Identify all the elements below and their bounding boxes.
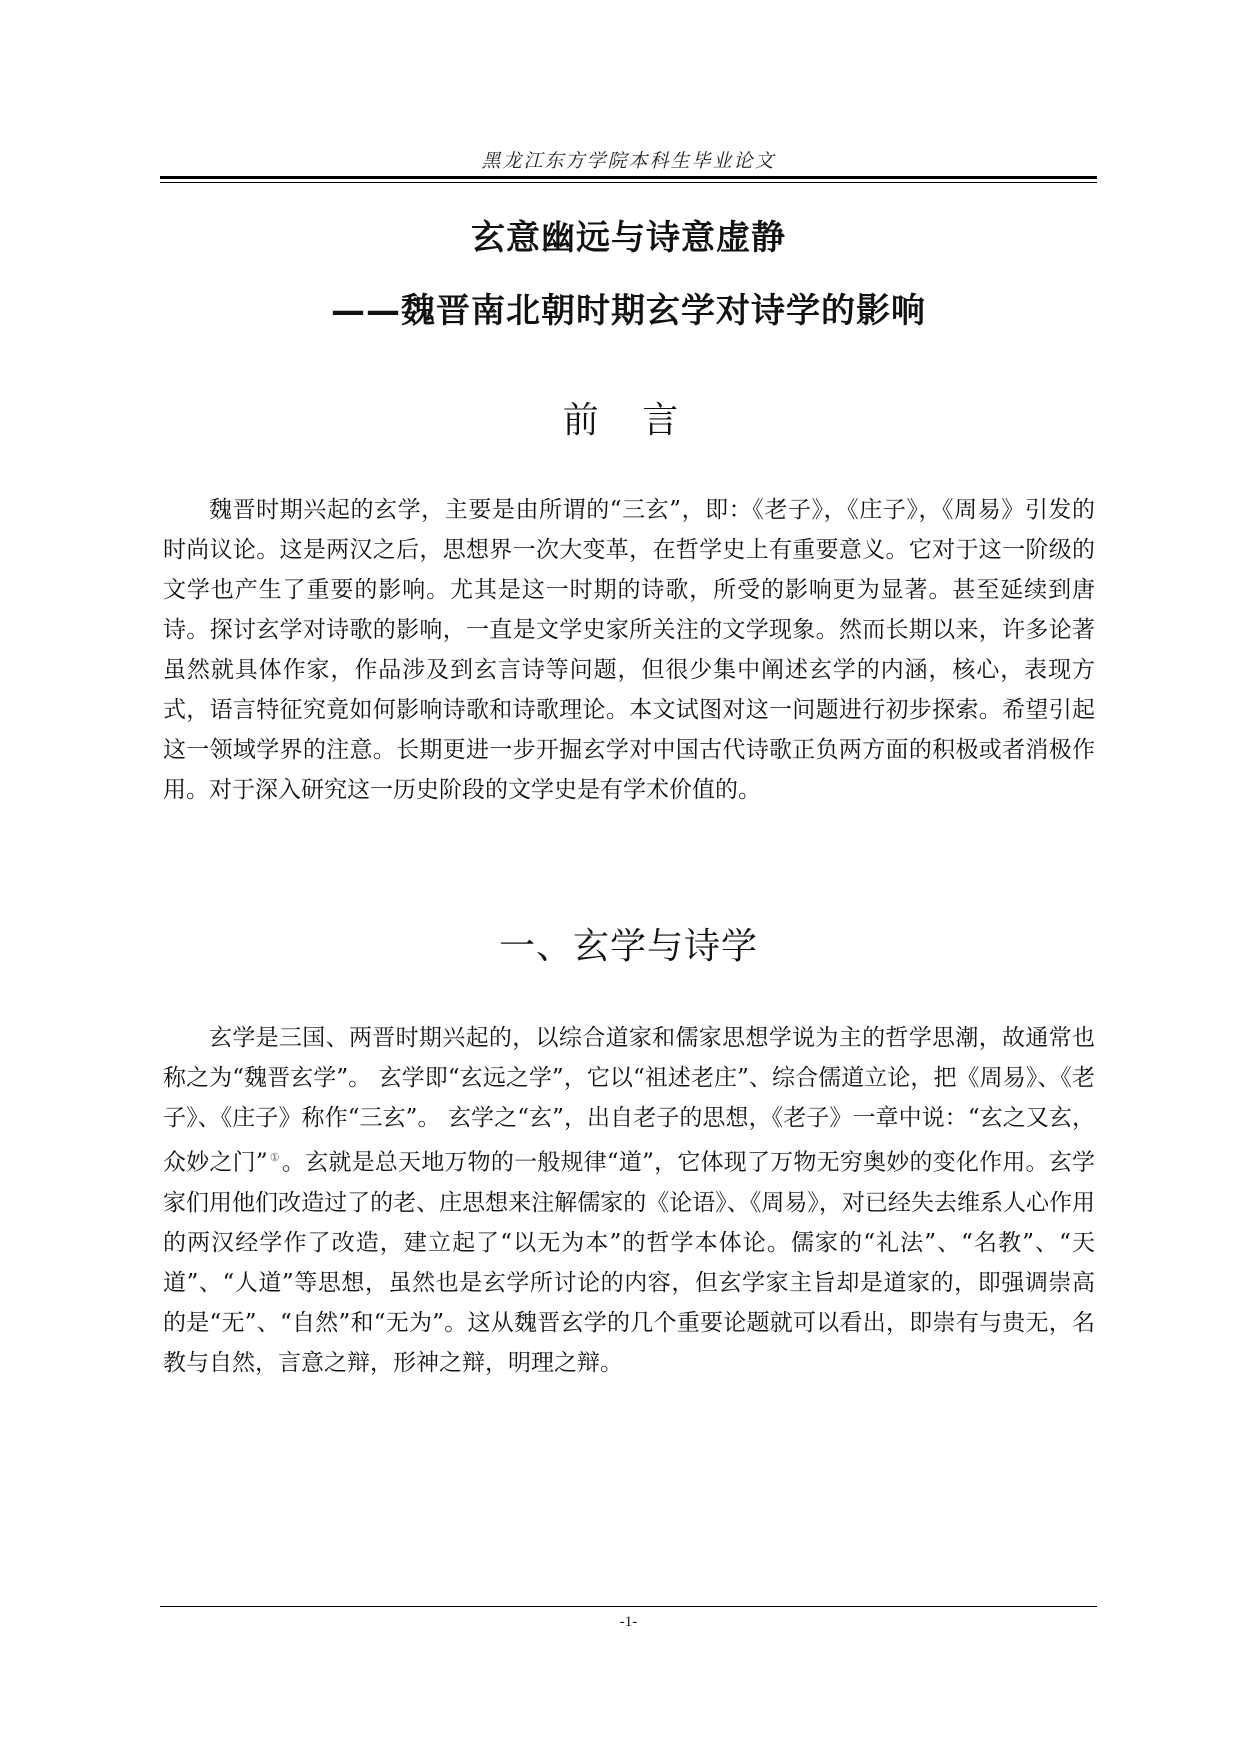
footer-rule (160, 1606, 1097, 1607)
thesis-subtitle: ——魏晋南北朝时期玄学对诗学的影响 (331, 291, 926, 331)
thesis-title: 玄意幽远与诗意虚静 (471, 218, 786, 258)
page-number: -1- (619, 1614, 638, 1630)
header-rule-thin (160, 182, 1097, 183)
preface-paragraph: 魏晋时期兴起的玄学，主要是由所谓的“三玄”，即：《老子》，《庄子》，《周易》引发的时尚议论。这是两汉之后，思想界一次大变革，在哲学史上有重要意义。它对于这一阶级的文学也产生了重要的影响。尤其是这一时期的诗歌，所受的影响更为显著。甚至延续到唐诗。探讨玄学对诗歌的影响，一直是文学史家所关注的文学现象。然而长期以来，许多论著虽然就具体作家，作品涉及到玄言诗等问题，但很少集中阐述玄学的内涵，核心，表现方式，语言特征究竟如何影响诗歌和诗歌理论。本文试图对这一问题进行初步探索。希望引起这一领域学界的注意。长期更进一步开掘玄学对中国古代诗歌正负两方面的积极或者消极作用。对于深入研究这一历史阶段的文学史是有学术价值的。 (163, 497, 1095, 803)
section-paragraph (163, 1018, 1095, 1383)
section-heading: 一、玄学与诗学 (498, 926, 758, 967)
preface-heading: 前 言 (562, 400, 695, 441)
header-rule-thick (160, 176, 1097, 179)
section-paragraph-part1: 玄学是三国、两晋时期兴起的，以综合道家和儒家思想学说为主的哲学思潮，故通常也称之为“魏晋玄学”。 玄学即“玄远之学”，它以“祖述老庄”、综合儒道立论，把《周易》、《老子》、《庄子》称作“三玄”。 玄学之“玄”，出自老子的思想，《老子》一章中说：“玄之又玄，众妙之门” (163, 1025, 1095, 1176)
section-paragraph-part2: 。玄就是总天地万物的一般规律“道”，它体现了万物无穷奥妙的变化作用。玄学家们用他们改造过了的老、庄思想来注解儒家的《论语》、《周易》，对已经失去维系人心作用的两汉经学作了改造，建立起了“以无为本”的哲学本体论。儒家的“礼法”、“名教”、“天道”、“人道”等思想，虽然也是玄学所讨论的内容，但玄学家主旨却是道家的，即强调崇高的是“无”、“自然”和“无为”。这从魏晋玄学的几个重要论题就可以看出，即崇有与贵无，名教与自然，言意之辩，形神之辩，明理之辩。 (163, 1149, 1095, 1376)
running-header: 黑龙江东方学院本科生毕业论文 (481, 150, 776, 172)
footnote-marker[interactable]: ① (269, 1151, 280, 1164)
